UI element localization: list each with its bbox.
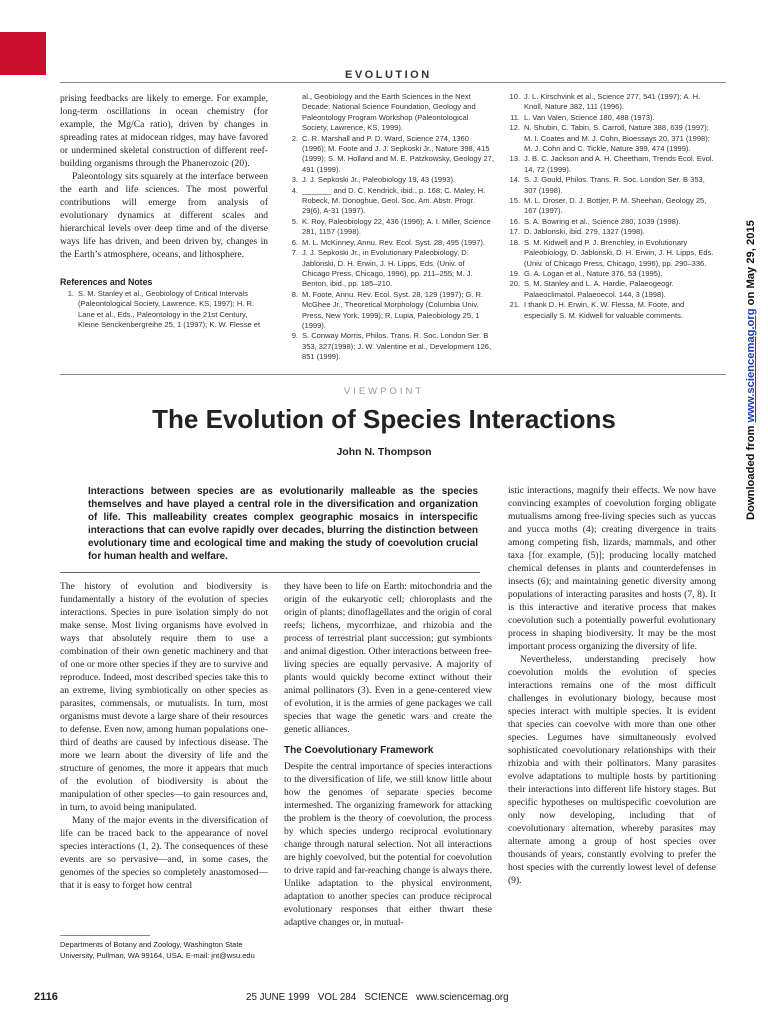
reference-item: 8. M. Foote, Annu. Rev. Ecol. Syst. 28, 129 (1997); G. R. McGhee Jr., Theoretical Morphology (Columbia Univ. Press, New York, 1999); R. Lupia, Paleobiology 25, 1 (1999). [291, 289, 484, 330]
reference-item: 9. S. Conway Morris, Philos. Trans. R. Soc. London Ser. B 353, 327(1998); J. W. Valentine et al., Development 126, 851 (1999). [291, 331, 492, 362]
issue-line: 25 JUNE 1999 VOL 284 SCIENCE www.sciencemag.org [246, 992, 509, 1003]
sciencemag-link[interactable]: www.sciencemag.org [745, 308, 757, 423]
body-column-3 [508, 484, 716, 887]
prev-article-paragraph: prising feedbacks are likely to emerge. For example, long-term oscillations in ocean chemistry (for example, the Mg/Ca ratio), driven by changes in spreading rates at midocean ridges, may have favored or undermined skeletal construction of different reef-building organisms through the Phanerozoic (20). [60, 93, 268, 169]
references-heading: References and Notes [60, 277, 153, 287]
body-paragraph: Nevertheless, understanding precisely how coevolution molds the evolution of species interactions remains one of the most difficult challenges in evolutionary biology, because most species interact with multiple species. It is evident that species can coevolve with more than one other species. Legumes have simultaneously evolved sophisticated coevolutionary relationships with their rhizobia and with their pollinators. Many parasites evolve adaptations to multiple hosts by partitioning their interactions into different life history stages. But specific hypotheses on multispecific coevolution are only now developing, including that of coevolutionary alternation, whereby parasites may alternate among a group of host species over thousands of years, constantly evolving to prefer the host species with the currently lowest level of defense (9). [508, 654, 716, 886]
reference-item: 19. G. A. Logan et al., Nature 376, 53 (1995). [509, 268, 663, 278]
section-heading: The Coevolutionary Framework [284, 745, 434, 756]
prev-article-paragraph: Paleontology sits squarely at the interface between the earth and life sciences. The most powerful contributions will emerge from analysis of evolutionary dynamics at different scales and hierarchical levels over deep time and of the diverse ways life has driven, and been driven by, changes in the Earth’s atmosphere, oceans, and lithosphere. [60, 171, 268, 260]
reference-item: 11. L. Van Valen, Science 180, 488 (1973). [510, 112, 655, 122]
reference-item: 16. S. A. Bowring et al., Science 280, 1039 (1998). [509, 216, 681, 226]
header-rule [60, 82, 726, 83]
reference-item: 15. M. L. Droser, D. J. Bottjer, P. M. Sheehan, Geology 25, 167 (1997). [509, 196, 707, 216]
references-column-3 [506, 92, 716, 321]
reference-item: 14. S. J. Gould, Philos. Trans. R. Soc. London Ser. B 353, 307 (1998). [509, 175, 705, 195]
section-color-tab [0, 32, 46, 75]
article-title: The Evolution of Species Interactions [152, 404, 616, 434]
reference-item: 21. I thank D. H. Erwin, K. W. Flessa, M. Foote, and especially S. M. Kidwell for valuable comments. [509, 300, 685, 320]
reference-item: 6. M. L. McKinney, Annu. Rev. Ecol. Syst. 28, 495 (1997). [291, 237, 486, 247]
body-paragraph: The history of evolution and biodiversity is fundamentally a history of the evolution of species interactions. Species in pure isolation simply do not make sense. Most living organisms have evolved in ways that absolutely require them to use a combination of their own genetic machinery and that of one or more other species if they are to survive and reproduce. Indeed, most described species take this to an extreme, living symbiotically on other species as parasites, commensals, or mutualists. In turn, most organisms must devote a large share of their resources to defense. Even now, among human populations one-third of deaths are caused by infectious disease. The more we learn about the diversity of life and the structure of genomes, the more it appears that much of the evolution of biodiversity is about the manipulation of other species—to gain resources and, in turn, to avoid being manipulated. [60, 581, 268, 813]
article-abstract: Interactions between species are as evolutionarily malleable as the species themselves and have played a central role in the diversification and organization of life. This malleability creates complex geographic mosaics in interspecific interactions that can evolve rapidly over decades, blurring the distinction between evolutionary time and ecological time and making the study of coevolution crucial for human health and welfare. [88, 486, 478, 562]
section-label: EVOLUTION [345, 69, 432, 81]
page-number: 2116 [34, 991, 58, 1003]
reference-item: 12. N. Shubin, C. Tabin, S. Carroll, Nature 388, 639 (1997); M. I. Coates and M. J. Cohn, Bioessays 20, 371 (1998); M. J. Cohn and C. Tickle, Nature 399, 474 (1999). [509, 123, 710, 154]
reference-item: 4. _______ and D. C. Kendrick, ibid., p. 168; C. Maley, H. Robeck, M. Donoghue, Geol. Soc. Am. Abstr. Progr. 29(6), A-31 (1997). [291, 185, 486, 216]
reference-item: 2. C. R. Marshall and P. D. Ward, Science 274, 1360 (1996); M. Foote and J. J. Sepkoski Jr., Nature 398, 415 (1999); S. M. Holland and M. E. Patzkowsky, Geology 27, 491 (1999). [291, 133, 494, 174]
body-column-2 [284, 580, 492, 929]
reference-item: 13. J. B. C. Jackson and A. H. Cheetham, Trends Ecol. Evol. 14, 72 (1999). [509, 154, 714, 174]
reference-item: 20. S. M. Stanley and L. A. Hardie, Palaeogeogr. Palaeoclimatol. Palaeoecol. 144, 3 (1998). [509, 279, 674, 299]
footnote-rule [60, 935, 150, 936]
body-paragraph: Many of the major events in the diversification of life can be traced back to the appearance of novel species interactions (1, 2). The consequences of these events are so pervasive—and, in some cases, the genomes of the species so completely anastomosed—that it is easy to forget how central [60, 815, 268, 891]
reference-item: 17. D. Jablonski, ibid. 279, 1327 (1998). [509, 227, 645, 237]
reference-item: al., Geobiology and the Earth Sciences in the Next Decade: National Science Foundation, Geology and Paleontology Program Workshop (Paleontological Society, Lawrence, KS, 1999). [302, 92, 476, 133]
body-column-1 [60, 580, 268, 892]
body-paragraph: istic interactions, magnify their effects. We now have convincing examples of coevolution forging obligate mutualisms among free-living species such as yuccas and yucca moths (4); creating divergence in traits among competing fish, lizards, mammals, and other taxa [for example, (5)]; producing locally matched chemical defenses in plants and counterdefenses in insects (6); and maintaining genetic diversity among populations of interacting parasites and hosts (7, 8). It is this interactive and iterative process that makes coevolution such a potentially powerful evolutionary process in shaping biodiversity. It may be the most important process organizing the diversity of life. [508, 485, 716, 652]
article-author: John N. Thompson [336, 446, 432, 458]
reference-item: 10. J. L. Kirschvink et al., Science 277, 541 (1997); A. H. Knoll, Nature 382, 111 (1996). [509, 92, 701, 112]
body-paragraph: Despite the central importance of species interactions to the diversification of life, we still know little about how the genomes of separate species become intermeshed. The organizing framework for attacking the problem is the theory of coevolution, the process by which species undergo reciprocal evolutionary change through natural selection. Not all interactions are highly coevolved, but the potential for coevolution to drive rapid and far-reaching change is always there. Unlike adaptation to the physical environment, adaptation to another species can produce reciprocal evolutionary responses that either thwart these adaptive changes or, in mutual- [284, 761, 492, 928]
article-kicker: VIEWPOINT [343, 386, 425, 397]
body-paragraph: they have been to life on Earth: mitochondria and the origin of the eukaryotic cell; chloroplasts and the origin of plants; dinoflagellates and the origin of coral reefs; lichens, mycorrhizae, and rhizobia and the process of terrestrial plant succession; gut symbionts and animal digestion. Other interactions between free-living species are equally pervasive. A majority of plants would quickly become extinct without their animal pollinators (3). Even in a gene-centered view of evolution, it is the armies of gene packages we call species that wage the genetic wars and create the genetic alliances. [284, 581, 492, 735]
reference-item: 7. J. J. Sepkoski Jr., in Evolutionary Paleobiology, D. Jablonski, D. H. Erwin, J. H. Lipps, Eds. (Univ. of Chicago Press, Chicago, 1996), pp. 211–255; M. J. Benton, ibid., pp. 185–210. [291, 248, 473, 289]
abstract-rule [60, 572, 480, 573]
reference-item: 1. S. M. Stanley et al., Geobiology of Critical Intervals (Paleontological Society, Lawrence, KS, 1997); H. R. Lane et al., Eds., Paleontology in the 21st Century, Kleine Senckenbergreihe 25, 1 (1997); K. W. Flesse et [67, 289, 261, 330]
reference-item: 3. J. J. Sepkoski Jr., Paleobiology 19, 43 (1993). [291, 175, 456, 185]
download-note: Downloaded from www.sciencemag.org on May 29, 2015 [745, 220, 757, 520]
reference-item: 18. S. M. Kidwell and P. J. Brenchley, in Evolutionary Paleobiology, D. Jablonski, D. H. Erwin, J. H. Lipps, Eds. (Univ. of Chicago Press, Chicago, 1996), pp. 290–336. [509, 237, 714, 268]
references-column-2 [284, 92, 494, 363]
author-affiliation: Departments of Botany and Zoology, Washington State University, Pullman, WA 99164, USA. E-mail: jnt@wsu.edu [60, 940, 255, 960]
article-divider [60, 374, 726, 375]
reference-item: 5. K. Roy, Paleobiology 22, 436 (1996); A. I. Miller, Science 281, 1157 (1998). [291, 216, 491, 237]
prev-article-column [60, 92, 268, 331]
